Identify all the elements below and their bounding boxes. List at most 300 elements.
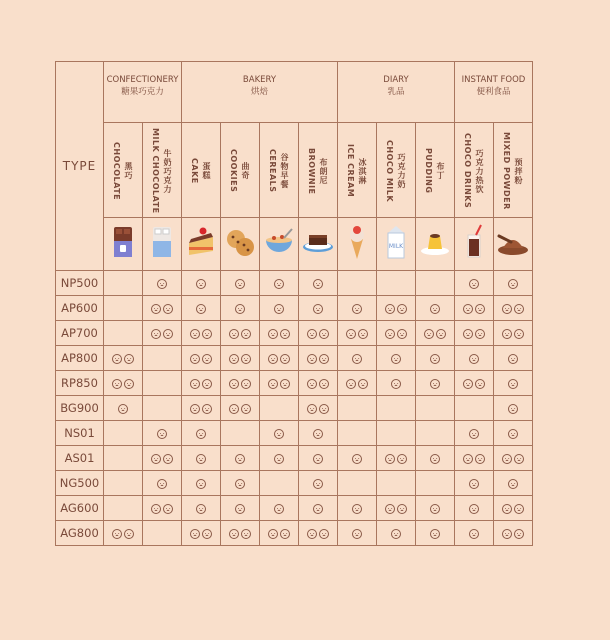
smiley-icon [241, 404, 251, 414]
rating-cell [260, 321, 299, 346]
smiley-icon [229, 329, 239, 339]
rating-cell [143, 446, 182, 471]
smiley-icon [235, 454, 245, 464]
group-confectionery [104, 62, 182, 123]
smiley-icon [163, 329, 173, 339]
smiley-icon [346, 379, 356, 389]
rating-cell [338, 371, 377, 396]
table-row [56, 346, 533, 371]
column-label-en: PUDDING [424, 148, 433, 194]
rating-cell [221, 446, 260, 471]
rating-cell [260, 296, 299, 321]
column-header [377, 123, 416, 218]
column-label-cn: 蛋糕 [202, 162, 211, 180]
smiley-icon [124, 354, 134, 364]
rating-cell [221, 296, 260, 321]
rating-cell [494, 321, 533, 346]
smiley-icon [397, 504, 407, 514]
column-header [494, 123, 533, 218]
icon-cell [455, 218, 494, 271]
smiley-icon [385, 504, 395, 514]
smiley-icon [430, 529, 440, 539]
smiley-icon [508, 404, 518, 414]
column-label-en: CHOCO MILK [385, 139, 394, 203]
smiley-icon [475, 379, 485, 389]
rating-cell [338, 521, 377, 546]
smiley-icon [157, 479, 167, 489]
smiley-icon [463, 304, 473, 314]
smiley-icon [352, 454, 362, 464]
smiley-icon [151, 304, 161, 314]
smiley-icon [196, 304, 206, 314]
smiley-icon [502, 504, 512, 514]
rating-cell [260, 521, 299, 546]
rating-cell [416, 421, 455, 446]
chocolate-bar-icon [108, 224, 138, 260]
table-row [56, 371, 533, 396]
column-header [338, 123, 377, 218]
column-header [182, 123, 221, 218]
table-row [56, 296, 533, 321]
cereal-bowl-icon [262, 226, 296, 258]
smiley-icon [241, 529, 251, 539]
smiley-icon [352, 504, 362, 514]
rating-cell [299, 346, 338, 371]
smiley-icon [514, 304, 524, 314]
smiley-icon [112, 379, 122, 389]
smiley-icon [280, 379, 290, 389]
rating-cell [416, 471, 455, 496]
rating-cell [377, 446, 416, 471]
rating-cell [104, 346, 143, 371]
smiley-icon [157, 429, 167, 439]
smiley-icon [229, 354, 239, 364]
smiley-icon [475, 329, 485, 339]
smiley-icon [274, 279, 284, 289]
smiley-icon [307, 529, 317, 539]
table-row [56, 471, 533, 496]
rating-cell [416, 496, 455, 521]
smiley-icon [424, 329, 434, 339]
rating-cell [494, 396, 533, 421]
smiley-icon [319, 379, 329, 389]
group-title-cn: 乳品 [387, 87, 405, 97]
rating-cell [104, 396, 143, 421]
column-label-en: CHOCO DRINKS [463, 133, 472, 209]
group-title-cn: 糖果巧克力 [121, 87, 164, 97]
smiley-icon [268, 529, 278, 539]
smiley-icon [151, 454, 161, 464]
icon-cell [416, 218, 455, 271]
rating-cell [416, 271, 455, 296]
smiley-icon [313, 304, 323, 314]
group-title-cn: 烘焙 [250, 87, 268, 97]
smiley-icon [469, 529, 479, 539]
rating-cell [104, 471, 143, 496]
column-label-en: BROWNIE [307, 147, 316, 195]
smiley-icon [274, 429, 284, 439]
column-header [143, 123, 182, 218]
rating-cell [494, 421, 533, 446]
rating-cell [143, 421, 182, 446]
smiley-icon [274, 504, 284, 514]
smiley-icon [202, 354, 212, 364]
smiley-icon [307, 329, 317, 339]
rating-cell [221, 396, 260, 421]
rating-cell [182, 471, 221, 496]
smiley-icon [430, 354, 440, 364]
rating-cell [299, 296, 338, 321]
smiley-icon [280, 529, 290, 539]
column-label-cn: 谷物早餐 [280, 153, 289, 189]
rating-cell [299, 396, 338, 421]
smiley-icon [313, 479, 323, 489]
column-label-en: ICE CREAM [346, 144, 355, 198]
smiley-icon [118, 404, 128, 414]
rating-cell [494, 496, 533, 521]
rating-cell [260, 396, 299, 421]
smiley-icon [190, 329, 200, 339]
rating-cell [377, 346, 416, 371]
table-row [56, 496, 533, 521]
type-label: RP850 [56, 371, 104, 396]
group-instant-food [455, 62, 533, 123]
group-diary [338, 62, 455, 123]
group-title-en: BAKERY [242, 75, 277, 85]
smiley-icon [319, 529, 329, 539]
type-label: AG800 [56, 521, 104, 546]
smiley-icon [385, 329, 395, 339]
smiley-icon [352, 529, 362, 539]
type-label: NS01 [56, 421, 104, 446]
smiley-icon [241, 354, 251, 364]
column-label-cn: 巧克力奶 [397, 153, 406, 189]
smiley-icon [502, 329, 512, 339]
rating-cell [182, 446, 221, 471]
smiley-icon [235, 304, 245, 314]
rating-cell [260, 496, 299, 521]
smiley-icon [469, 429, 479, 439]
smiley-icon [514, 329, 524, 339]
group-title-cn: 便利食品 [476, 87, 511, 97]
rating-cell [377, 471, 416, 496]
column-header [299, 123, 338, 218]
smiley-icon [313, 429, 323, 439]
smiley-icon [163, 454, 173, 464]
smiley-icon [268, 329, 278, 339]
rating-cell [221, 421, 260, 446]
icon-cell [299, 218, 338, 271]
column-label-cn: 巧克力热饮 [475, 148, 484, 194]
rating-cell [455, 421, 494, 446]
smiley-icon [163, 504, 173, 514]
smiley-icon [229, 379, 239, 389]
rating-cell [416, 371, 455, 396]
rating-cell [221, 521, 260, 546]
milk-carton-label: MILK [388, 243, 404, 250]
type-label: AP800 [56, 346, 104, 371]
rating-cell [260, 421, 299, 446]
smiley-icon [430, 379, 440, 389]
column-label-cn: 曲奇 [241, 162, 250, 180]
group-title-en: DIARY [383, 75, 409, 85]
smiley-icon [502, 529, 512, 539]
group-title-en: INSTANT FOOD [461, 75, 526, 85]
type-label: AS01 [56, 446, 104, 471]
rating-cell [299, 446, 338, 471]
column-label-en: MIXED POWDER [502, 132, 511, 210]
brownie-icon [301, 227, 335, 257]
rating-cell [416, 521, 455, 546]
table-row [56, 421, 533, 446]
icon-cell [221, 218, 260, 271]
rating-cell [299, 371, 338, 396]
column-label-cn: 布丁 [436, 162, 445, 180]
smiley-icon [274, 454, 284, 464]
rating-cell [494, 446, 533, 471]
rating-cell [338, 496, 377, 521]
smiley-icon [202, 329, 212, 339]
rating-cell [455, 521, 494, 546]
smiley-icon [313, 279, 323, 289]
column-header [455, 123, 494, 218]
rating-cell [260, 271, 299, 296]
smiley-icon [268, 379, 278, 389]
rating-cell [494, 471, 533, 496]
rating-cell [299, 521, 338, 546]
table-row [56, 521, 533, 546]
rating-cell [143, 346, 182, 371]
smiley-icon [397, 454, 407, 464]
rating-cell [182, 521, 221, 546]
smiley-icon [358, 329, 368, 339]
rating-cell [143, 496, 182, 521]
rating-cell [338, 346, 377, 371]
smiley-icon [307, 354, 317, 364]
icon-cell [377, 218, 416, 271]
rating-cell [455, 346, 494, 371]
milk-chocolate-icon [147, 224, 177, 260]
smiley-icon [469, 479, 479, 489]
smiley-icon [229, 529, 239, 539]
rating-cell [416, 396, 455, 421]
smiley-icon [430, 454, 440, 464]
smiley-icon [391, 354, 401, 364]
icon-row [56, 218, 533, 271]
smiley-icon [280, 329, 290, 339]
smiley-icon [307, 404, 317, 414]
smiley-icon [202, 404, 212, 414]
rating-cell [377, 421, 416, 446]
smiley-icon [202, 529, 212, 539]
milk-carton-icon [381, 223, 411, 261]
rating-cell [494, 521, 533, 546]
smiley-icon [514, 454, 524, 464]
rating-cell [455, 296, 494, 321]
hot-drink-icon [459, 223, 489, 261]
smiley-icon [319, 329, 329, 339]
smiley-icon [190, 404, 200, 414]
smiley-icon [469, 504, 479, 514]
rating-cell [494, 296, 533, 321]
smiley-icon [151, 329, 161, 339]
smiley-icon [397, 329, 407, 339]
smiley-icon [469, 279, 479, 289]
table-row [56, 271, 533, 296]
rating-cell [104, 446, 143, 471]
smiley-icon [514, 504, 524, 514]
rating-cell [182, 421, 221, 446]
smiley-icon [508, 354, 518, 364]
rating-cell [455, 496, 494, 521]
rating-cell [494, 371, 533, 396]
icon-cell [338, 218, 377, 271]
icon-cell [143, 218, 182, 271]
rating-cell [143, 471, 182, 496]
table-row [56, 321, 533, 346]
column-header [260, 123, 299, 218]
rating-cell [338, 321, 377, 346]
rating-cell [260, 346, 299, 371]
rating-cell [338, 396, 377, 421]
column-header [221, 123, 260, 218]
rating-cell [143, 296, 182, 321]
table-body [56, 271, 533, 546]
rating-cell [338, 421, 377, 446]
smiley-icon [196, 479, 206, 489]
smiley-icon [280, 354, 290, 364]
smiley-icon [202, 379, 212, 389]
column-label-en: CHOCOLATE [112, 141, 121, 201]
group-title-en: CONFECTIONERY [106, 75, 179, 85]
rating-cell [455, 271, 494, 296]
smiley-icon [163, 304, 173, 314]
smiley-icon [196, 429, 206, 439]
rating-cell [143, 371, 182, 396]
rating-cell [299, 421, 338, 446]
rating-cell [416, 346, 455, 371]
type-label: NG500 [56, 471, 104, 496]
rating-cell [182, 396, 221, 421]
smiley-icon [391, 529, 401, 539]
rating-cell [377, 496, 416, 521]
smiley-icon [190, 529, 200, 539]
smiley-icon [475, 304, 485, 314]
smiley-icon [313, 454, 323, 464]
type-label: NP500 [56, 271, 104, 296]
column-label-en: CAKE [190, 158, 199, 184]
smiley-icon [229, 404, 239, 414]
rating-cell [221, 371, 260, 396]
group-bakery [182, 62, 338, 123]
smiley-icon [397, 304, 407, 314]
smiley-icon [391, 379, 401, 389]
ice-cream-icon [342, 223, 372, 261]
smiley-icon [430, 504, 440, 514]
rating-cell [221, 471, 260, 496]
rating-cell [221, 321, 260, 346]
smiley-icon [469, 354, 479, 364]
smiley-icon [235, 479, 245, 489]
rating-cell [104, 496, 143, 521]
rating-cell [416, 296, 455, 321]
rating-cell [455, 446, 494, 471]
rating-cell [104, 371, 143, 396]
smiley-icon [502, 454, 512, 464]
rating-cell [221, 346, 260, 371]
smiley-icon [112, 529, 122, 539]
smiley-icon [157, 279, 167, 289]
smiley-icon [151, 504, 161, 514]
pudding-icon [419, 227, 451, 257]
rating-cell [494, 271, 533, 296]
rating-cell [494, 346, 533, 371]
smiley-icon [196, 279, 206, 289]
smiley-icon [508, 479, 518, 489]
rating-cell [182, 321, 221, 346]
smiley-icon [508, 429, 518, 439]
product-application-table [55, 61, 533, 546]
column-label-cn: 牛奶巧克力 [163, 148, 172, 194]
smiley-icon [124, 379, 134, 389]
rating-cell [104, 296, 143, 321]
table-row [56, 446, 533, 471]
type-label: AG600 [56, 496, 104, 521]
rating-cell [455, 321, 494, 346]
rating-cell [143, 321, 182, 346]
icon-cell [182, 218, 221, 271]
smiley-icon [190, 354, 200, 364]
rating-cell [377, 296, 416, 321]
smiley-icon [274, 304, 284, 314]
smiley-icon [196, 454, 206, 464]
rating-cell [338, 271, 377, 296]
column-label-en: CEREALS [268, 149, 277, 193]
rating-cell [299, 321, 338, 346]
cake-icon [185, 225, 217, 259]
rating-cell [182, 296, 221, 321]
smiley-icon [268, 354, 278, 364]
rating-cell [377, 371, 416, 396]
icon-cell [104, 218, 143, 271]
cookies-icon [223, 225, 257, 259]
type-label: AP600 [56, 296, 104, 321]
smiley-icon [112, 354, 122, 364]
column-header [416, 123, 455, 218]
rating-cell [260, 446, 299, 471]
rating-cell [455, 396, 494, 421]
smiley-icon [352, 354, 362, 364]
smiley-icon [241, 379, 251, 389]
smiley-icon [436, 329, 446, 339]
rating-cell [416, 321, 455, 346]
smiley-icon [463, 379, 473, 389]
rating-cell [182, 346, 221, 371]
column-label-en: MILK CHOCOLATE [151, 128, 160, 214]
column-label-cn: 冰淇淋 [358, 157, 367, 185]
smiley-icon [430, 304, 440, 314]
rating-cell [104, 521, 143, 546]
smiley-icon [352, 304, 362, 314]
rating-cell [416, 446, 455, 471]
column-header [104, 123, 143, 218]
rating-cell [338, 471, 377, 496]
type-label: BG900 [56, 396, 104, 421]
rating-cell [377, 271, 416, 296]
rating-cell [299, 496, 338, 521]
smiley-icon [475, 454, 485, 464]
smiley-icon [241, 329, 251, 339]
